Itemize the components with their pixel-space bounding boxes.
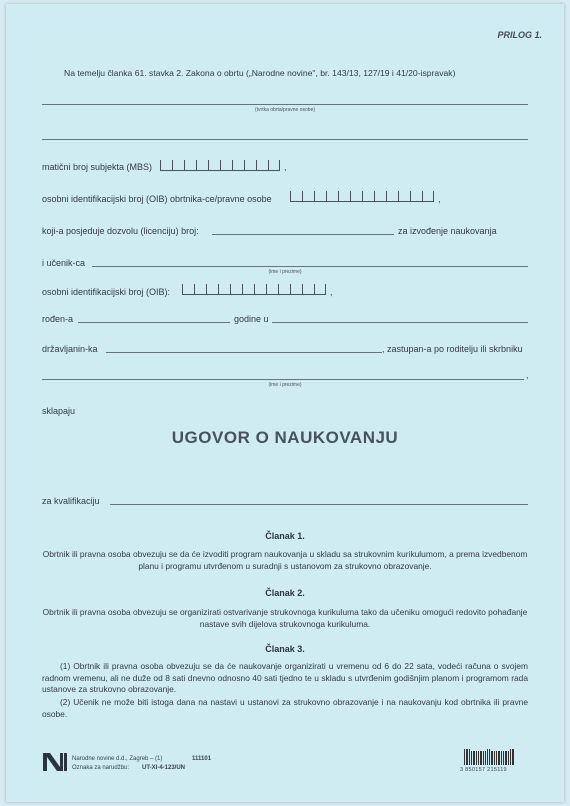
article-2-heading: Članak 2. [265, 588, 305, 598]
mbs-comma: , [284, 162, 287, 172]
article-3-paragraph-2: (2) Učenik ne može biti istoga dana na nastavi u ustanovi za strukovno obrazovanje i na naukovanju kod obrtnika ili pravne osobe. [42, 697, 528, 719]
born-label: rođen-a [42, 314, 74, 324]
article-3-heading: Članak 3. [265, 644, 305, 654]
article-3-paragraph-1: (1) Obrtnik ili pravna osoba obvezuju se da će naukovanje organizirati u vremenu od 6 do 22 sata, vodeći računa o svojem radnom vremenu, ali ne duže od 8 sati dnevno odnosno 40 sati tjedno te u skladu s utvrđenim godišnjim planom i programom rada ustanove za strukovno obrazovanje. [42, 661, 528, 694]
license-label: koji-a posjeduje dozvolu (licenciju) broj: [42, 226, 199, 236]
firm-name-line-2[interactable] [42, 139, 528, 140]
footer-number: 111101 [192, 756, 212, 762]
born-place-line[interactable] [272, 322, 528, 323]
guardian-name-line[interactable] [42, 379, 524, 380]
apprentice-name-line[interactable] [92, 266, 528, 267]
owner-oib-label: osobni identifikacijski broj (OIB) obrtnika-ce/pravne osobe [42, 194, 272, 204]
article-2-text: Obrtnik ili pravna osoba obvezuju se organizirati ostvarivanje strukovnoga kurikuluma tako da učeniku omogući redovito pohađanje nastave svih dijelova strukovnoga kurikuluma. [42, 607, 528, 629]
firm-caption: (tvrtka obrta/pravne osobe) [254, 107, 316, 113]
citizenship-line[interactable] [106, 352, 382, 353]
born-date-line[interactable] [78, 322, 230, 323]
publisher-logo-icon [42, 752, 68, 772]
footer-publisher: Narodne novine d.d., Zagreb – (1) [72, 756, 163, 762]
qualification-line[interactable] [110, 504, 528, 505]
form-page [6, 4, 564, 802]
intro-text: Na temelju članka 61. stavka 2. Zakona o obrtu („Narodne novine", br. 143/13, 127/19 i 41/20-ispravak) [64, 68, 456, 78]
apprentice-label: i učenik-ca [42, 258, 86, 268]
citizen-label: državljanin-ka [42, 344, 98, 354]
firm-name-line-1[interactable] [42, 104, 528, 105]
footer-order-label: Oznaka za narudžbu: [72, 765, 130, 771]
year-label: godine u [234, 314, 269, 324]
apprentice-oib-boxes[interactable] [182, 284, 326, 295]
owner-oib-comma: , [438, 194, 441, 204]
mbs-boxes[interactable] [160, 160, 280, 171]
mbs-label: matični broj subjekta (MBS) [42, 162, 153, 172]
represented-label: , zastupan-a po roditelju ili skrbniku [382, 344, 523, 354]
license-number-line[interactable] [212, 234, 394, 235]
qualification-label: za kvalifikaciju [42, 496, 100, 506]
apprentice-oib-comma: , [330, 287, 333, 297]
footer-order-code: UT-XI-4-123/UN [142, 765, 186, 771]
apprentice-oib-label: osobni identifikacijski broj (OIB): [42, 287, 171, 297]
apprentice-name-caption: (ime i prezime) [268, 269, 302, 275]
owner-oib-boxes[interactable] [290, 191, 434, 202]
conclude-label: sklapaju [42, 406, 76, 416]
guardian-name-caption: (ime i prezime) [268, 382, 302, 388]
barcode-icon [464, 749, 514, 765]
barcode-digits: 3 850157 215119 [460, 767, 507, 773]
document-title: UGOVOR O NAUKOVANJU [171, 428, 399, 447]
annex-label: PRILOG 1. [497, 30, 542, 40]
article-1-text: Obrtnik ili pravna osoba obvezuju se da će izvoditi program naukovanja u skladu sa strukovnim kurikulumom, a prema izvedbenom planu i programu utvrđenom u suradnji s ustanovom za strukovno obrazovanje. [42, 549, 528, 571]
article-1-heading: Članak 1. [265, 531, 305, 541]
license-suffix: za izvođenje naukovanja [398, 226, 497, 236]
guardian-comma: , [526, 370, 529, 380]
